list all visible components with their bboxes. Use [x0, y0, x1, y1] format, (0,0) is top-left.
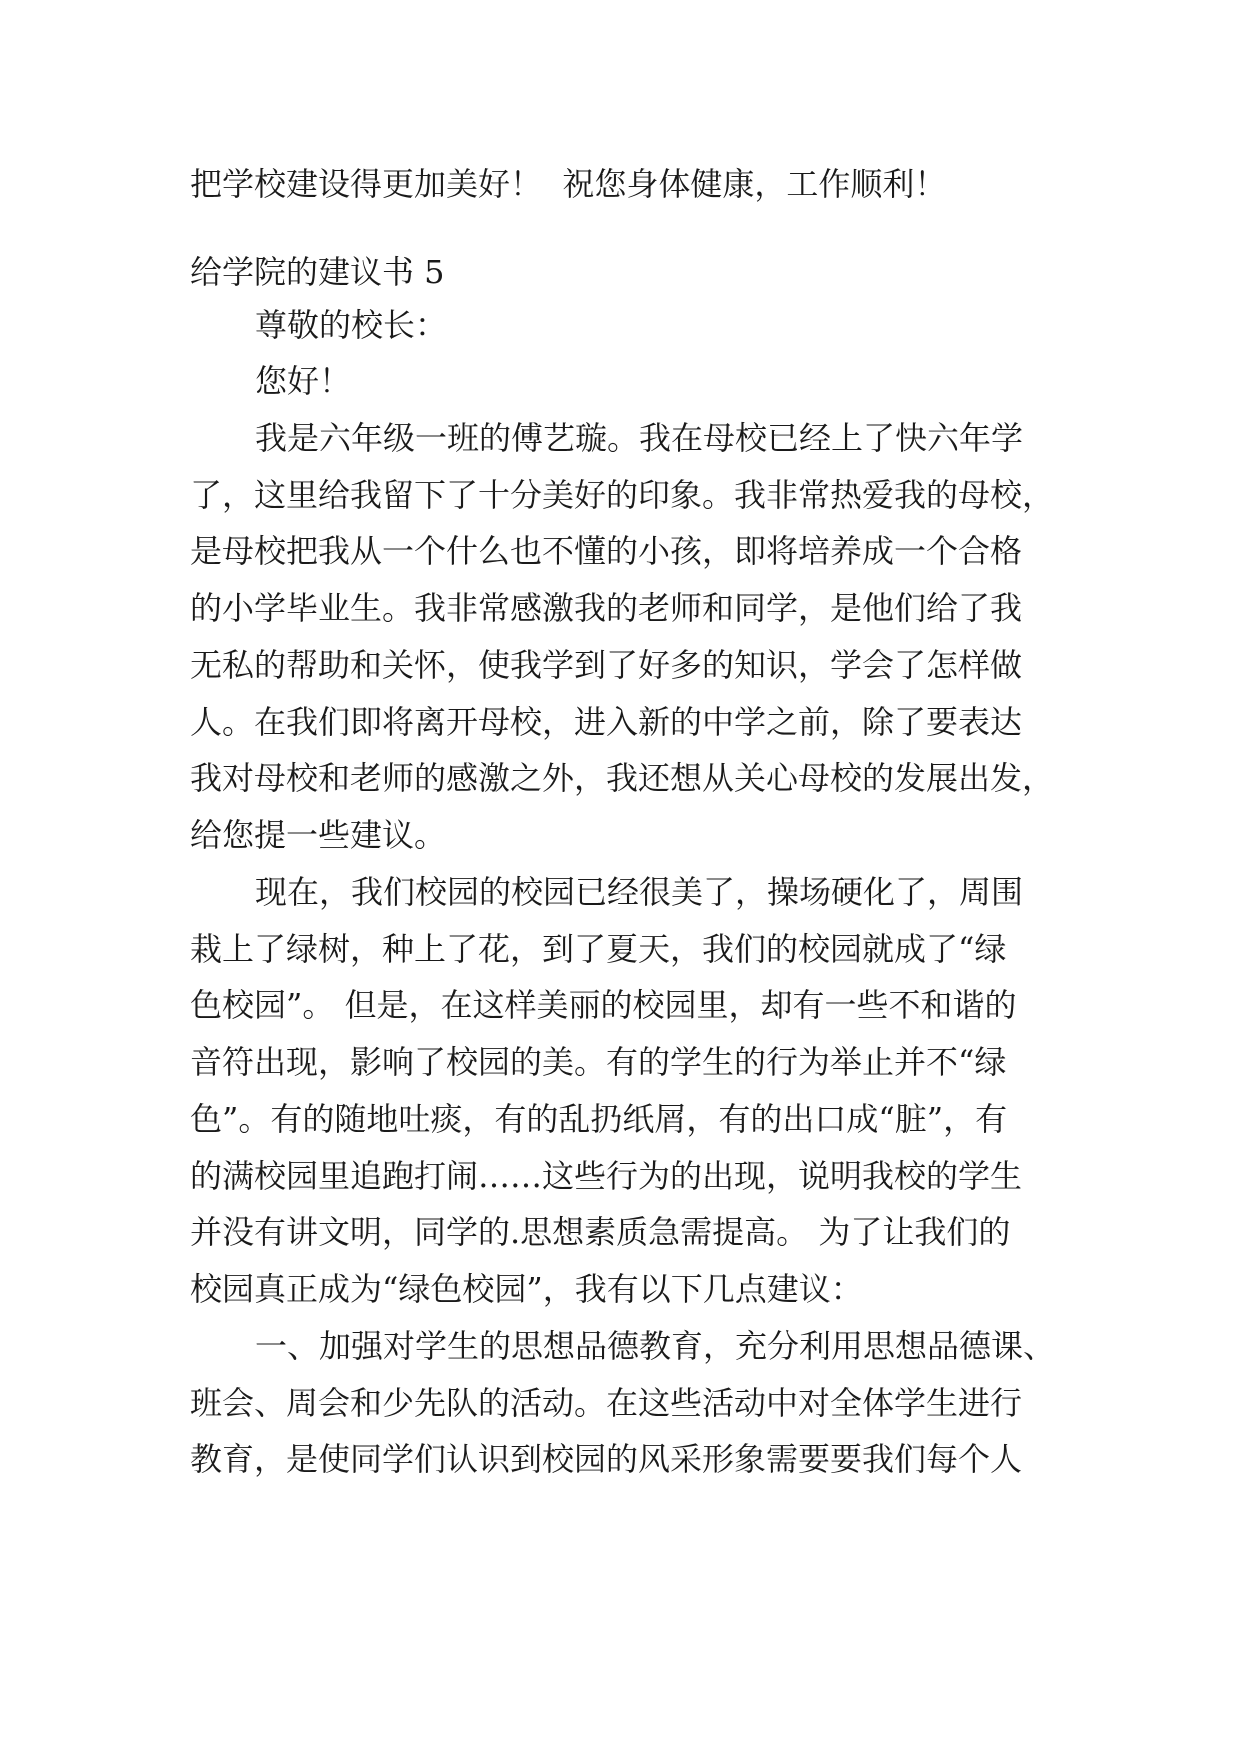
body-line: 一、加强对学生的思想品德教育，充分利用思想品德课、 — [255, 1327, 1056, 1365]
body-line: 无私的帮助和关怀，使我学到了好多的知识，学会了怎样做 — [190, 646, 1023, 684]
body-line: 色”。有的随地吐痰，有的乱扔纸屑，有的出口成“脏”，有 — [190, 1100, 1008, 1138]
closing-line: 把学校建设得更加美好！ 祝您身体健康，工作顺利！ — [190, 165, 947, 203]
body-line: 并没有讲文明，同学的.思想素质急需提高。 为了让我们的 — [190, 1213, 1011, 1251]
body-line: 校园真正成为“绿色校园”，我有以下几点建议： — [190, 1270, 863, 1308]
body-line: 人。在我们即将离开母校，进入新的中学之前，除了要表达 — [190, 703, 1023, 741]
body-line: 是母校把我从一个什么也不懂的小孩，即将培养成一个合格 — [190, 532, 1023, 570]
body-line: 班会、周会和少先队的活动。在这些活动中对全体学生进行 — [190, 1384, 1023, 1422]
body-line: 的小学毕业生。我非常感激我的老师和同学，是他们给了我 — [190, 589, 1023, 627]
body-line: 的满校园里追跑打闹……这些行为的出现，说明我校的学生 — [190, 1157, 1023, 1195]
body-line: 现在，我们校园的校园已经很美了，操场硬化了，周围 — [255, 873, 1024, 911]
body-line: 音符出现，影响了校园的美。有的学生的行为举止并不“绿 — [190, 1043, 1007, 1081]
body-line: 了，这里给我留下了十分美好的印象。我非常热爱我的母校， — [190, 476, 1055, 514]
body-line: 教育，是使同学们认识到校园的风采形象需要要我们每个人 — [190, 1440, 1023, 1478]
body-line: 我是六年级一班的傅艺璇。我在母校已经上了快六年学 — [255, 419, 1024, 457]
section-heading: 给学院的建议书 5 — [190, 253, 445, 291]
body-line: 给您提一些建议。 — [190, 816, 447, 854]
body-line: 我对母校和老师的感激之外，我还想从关心母校的发展出发， — [190, 759, 1055, 797]
body-line: 色校园”。 但是，在这样美丽的校园里，却有一些不和谐的 — [190, 986, 1017, 1024]
greeting: 您好！ — [255, 362, 352, 400]
body-line: 栽上了绿树，种上了花，到了夏天，我们的校园就成了“绿 — [190, 930, 1007, 968]
salutation: 尊敬的校长： — [255, 306, 448, 344]
